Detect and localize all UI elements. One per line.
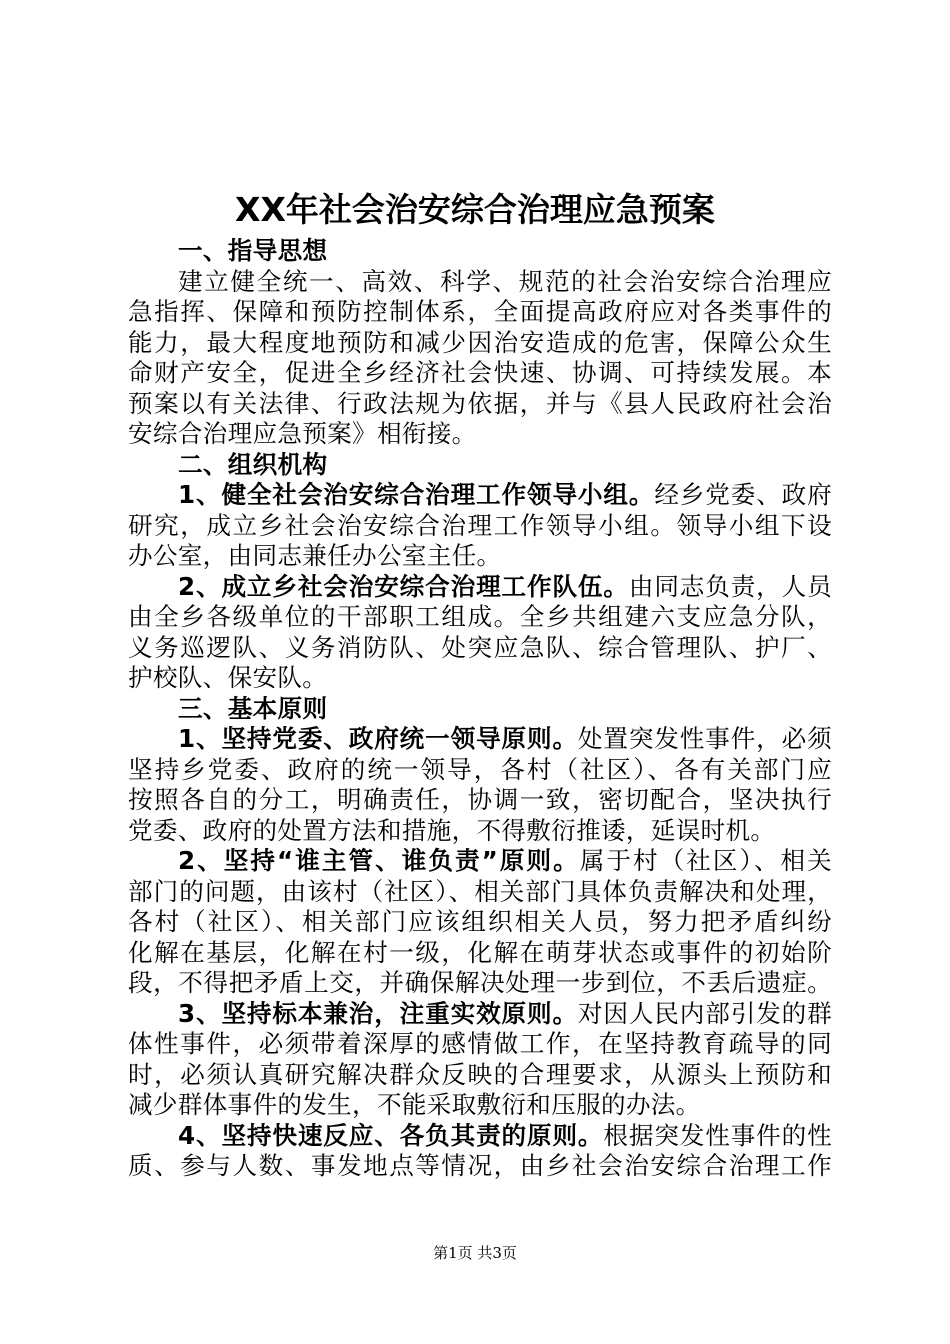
paragraph-line: 时，必须认真研究解决群众反映的合理要求，从源头上预防和: [128, 1059, 832, 1089]
paragraph-line: 能力，最大程度地预防和减少因治安造成的危害，保障公众生: [128, 327, 832, 357]
item-lead: 2、坚持“谁主管、谁负责”原则。: [178, 846, 580, 875]
paragraph-line: 减少群体事件的发生，不能采取敷衍和压服的办法。: [128, 1090, 701, 1119]
item-text: 对因人民内部引发的群: [577, 998, 832, 1028]
item-lead: 1、健全社会治安综合治理工作领导小组。: [178, 480, 655, 509]
paragraph-line: 化解在基层，化解在村一级，化解在萌芽状态或事件的初始阶: [128, 937, 832, 967]
paragraph-line: 护校队、保安队。: [128, 663, 328, 692]
paragraph-line: 按照各自的分工，明确责任，协调一致，密切配合，坚决执行: [128, 785, 832, 814]
paragraph-line: [128, 724, 832, 755]
paragraph-line: 部门的问题，由该村（社区）、相关部门具体负责解决和处理，: [128, 876, 832, 906]
item-text: 属于村（社区）、相关: [579, 846, 832, 875]
item-text: 经乡党委、政府: [654, 480, 832, 509]
paragraph-line: [128, 572, 832, 603]
section-heading-organization: 二、组织机构: [178, 449, 328, 479]
paragraph-line: 义务巡逻队、义务消防队、处突应急队、综合管理队、护厂、: [128, 632, 832, 662]
paragraph-line: [128, 480, 832, 511]
paragraph-line: 研究，成立乡社会治安综合治理工作领导小组。领导小组下设: [128, 510, 832, 540]
paragraph-line: 体性事件，必须带着深厚的感情做工作，在坚持教育疏导的同: [128, 1029, 832, 1058]
item-lead: 4、坚持快速反应、各负其责的原则。: [178, 1120, 604, 1150]
paragraph-line: 各村（社区）、相关部门应该组织相关人员，努力把矛盾纠纷: [128, 907, 832, 936]
paragraph-line: [128, 1121, 832, 1152]
paragraph-line: 安综合治理应急预案》相衔接。: [128, 419, 477, 448]
paragraph-line: 段，不得把矛盾上交，并确保解决处理一步到位，不丢后遗症。: [128, 968, 832, 997]
paragraph-line: 坚持乡党委、政府的统一领导，各村（社区）、各有关部门应: [128, 754, 832, 784]
item-lead: 2、成立乡社会治安综合治理工作队伍。: [178, 571, 629, 601]
paragraph-line: [128, 846, 832, 877]
item-text: 根据突发性事件的性: [603, 1120, 833, 1150]
paragraph-line: 党委、政府的处置方法和措施，不得敷衍推诿，延误时机。: [128, 815, 776, 845]
paragraph-line: 急指挥、保障和预防控制体系，全面提高政府应对各类事件的: [128, 297, 832, 326]
item-lead: 3、坚持标本兼治，注重实效原则。: [178, 998, 578, 1028]
paragraph-line: 由全乡各级单位的干部职工组成。全乡共组建六支应急分队，: [128, 602, 832, 631]
paragraph-line: 质、参与人数、事发地点等情况，由乡社会治安综合治理工作: [128, 1151, 832, 1180]
document-body: [128, 236, 832, 1182]
paragraph-line: 命财产安全，促进全乡经济社会快速、协调、可持续发展。本: [128, 358, 832, 387]
paragraph-line: [128, 999, 832, 1030]
document-title: XX年社会治安综合治理应急预案: [235, 190, 715, 229]
section-heading-basic-principles: 三、基本原则: [178, 693, 328, 723]
paragraph-line: 预案以有关法律、行政法规为依据，并与《县人民政府社会治: [128, 388, 832, 418]
page-number-footer: 第1页 共3页: [433, 1244, 517, 1262]
item-text: 处置突发性事件，必须: [577, 724, 832, 753]
item-lead: 1、坚持党委、政府统一领导原则。: [178, 724, 578, 753]
paragraph-line: 建立健全统一、高效、科学、规范的社会治安综合治理应: [178, 266, 832, 296]
section-heading-guiding-ideology: 一、指导思想: [178, 236, 328, 265]
item-text: 由同志负责，人员: [628, 571, 832, 601]
paragraph-line: 办公室，由同志兼任办公室主任。: [128, 541, 502, 570]
